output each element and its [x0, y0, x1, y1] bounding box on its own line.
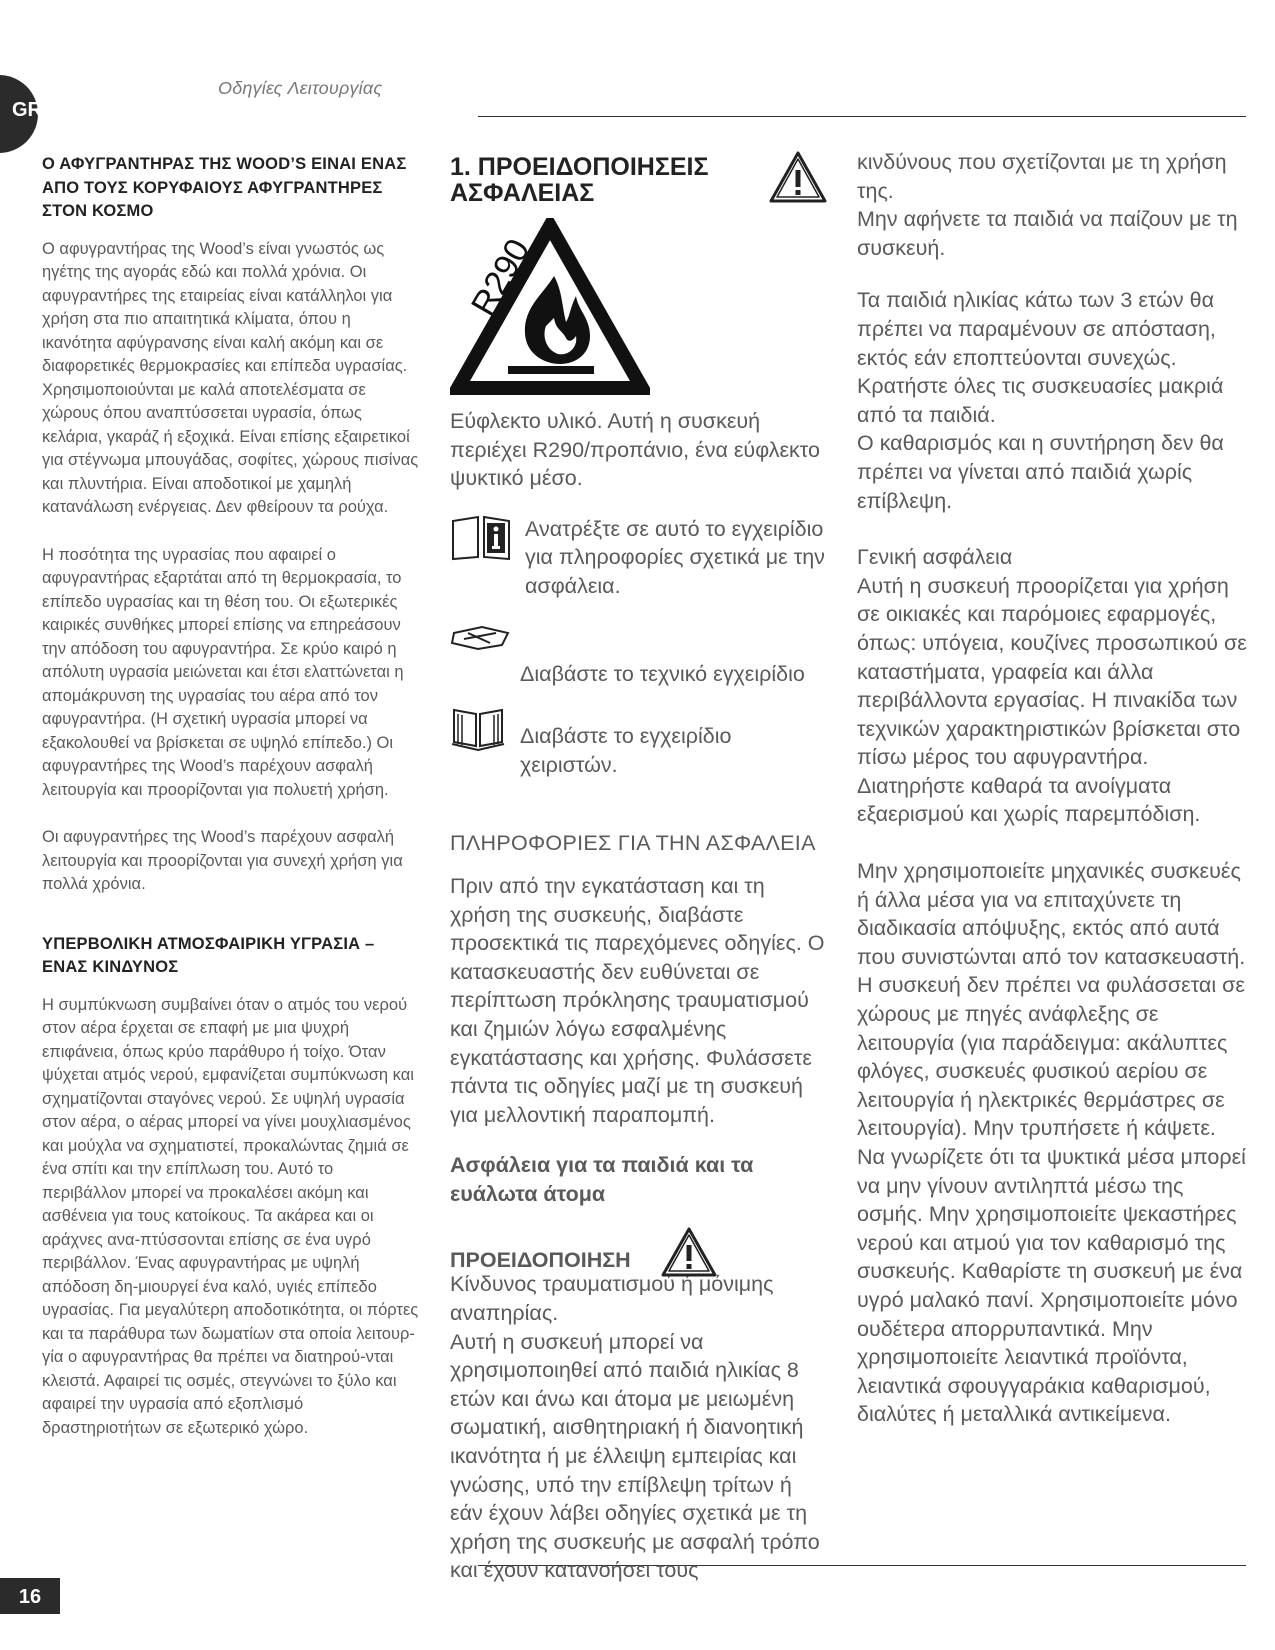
r290-label: R290 — [464, 232, 538, 322]
icon3-text: Διαβάστε το εγχειρίδιο χειριστών. — [520, 724, 732, 777]
col3-p1b: Μην αφήνετε τα παιδιά να παίζουν με τη συσκευή. — [857, 207, 1238, 260]
flammable-text: Εύφλεκτο υλικό. Αυτή η συσκευή περιέχει R290/προπάνιο, ένα εύφλεκτο ψυκτικό μέσο. — [450, 409, 820, 491]
col3-p4c: Να γνωρίζετε ότι τα ψυκτικά μέσα μπορεί να μην γίνουν αντιληπτά μέσω της οσμής. Μην χρησιμοποιείτε ψεκαστήρες νερού και ατμού για τον καθαρισμό της συσκευής. Καθαρίστε τη συσκευή με ένα υγρό μαλακό πανί. Χρησιμοποιείτε μόνο ουδέτερα απορρυπαντικά. Μην χρησιμοποιείτε λειαντικά προϊόντα, λειαντικά σφουγγαράκια καθαρισμού, διαλύτες ή μεταλλικά αντικείμενα. — [857, 1145, 1246, 1427]
icon1-text: Ανατρέξτε σε αυτό το εγχειρίδιο για πληροφορίες σχετικά με την ασφάλεια. — [525, 516, 825, 598]
col1-paragraph-2: Η ποσότητα της υγρασίας που αφαιρεί ο αφυγραντήρας εξαρτάται από τη θερμοκρασία, το επίπεδο υγρασίας και τη θέση του. Οι εξωτερικές καιρικές συνθήκες μπορεί επίσης να επηρεάσουν την απόδοση του αφυγραντήρα. Σε κρύο καιρό η απόλυτη υγρασία μειώνεται και έτσι ελαττώνεται η απομάκρυνση της υγρασίας του αέρα από τον αφυγραντήρα. (Η σχετική υγρασία μπορεί να εξακολουθεί να βρίσκεται σε υψηλό επίπεδο.) Οι αφυγραντήρες της Wood’s παρέχουν ασφαλή λειτουργία και προορίζονται για πολυετή χρήση. — [42, 545, 404, 799]
col3-p3a: Αυτή η συσκευή προορίζεται για χρήση σε οικιακές και παρόμοιες εφαρμογές, όπως: υπόγεια, κουζίνες προσωπικού σε καταστήματα, γραφεία και άλλα περιβάλλοντα εργασίας. Η πινακίδα των τεχνικών χαρακτηριστικών βρίσκεται στο πίσω μέρος του αφυγραντήρα. — [857, 573, 1247, 770]
col3-p4b: Η συσκευή δεν πρέπει να φυλάσσεται σε χώρους με πηγές ανάφλεξης σε λειτουργία (για παράδειγμα: ακάλυπτες φλόγες, συσκευές φυσικού αερίου σε λειτουργία ή ηλεκτρικές θερμάστρες σε λειτουργία). Μην τρυπήσετε ή κάψετε. — [857, 973, 1245, 1141]
section-title-line-1: 1. ΠΡΟΕΙΔΟΠΟΙΗΣΕΙΣ — [450, 153, 709, 181]
safety-info-heading: ΠΛΗΡΟΦΟΡΙΕΣ ΓΙΑ ΤΗΝ ΑΣΦΑΛΕΙΑ — [450, 831, 816, 856]
header-title: Οδηγίες Λειτουργίας — [218, 78, 383, 98]
warning-heading: ΠΡΟΕΙΔΟΠΟΙΗΣΗ — [450, 1248, 631, 1273]
col3-p1a: κινδύνους που σχετίζονται με τη χρήση της. — [857, 150, 1227, 203]
flammable-r290-icon — [450, 218, 650, 396]
warning-text: Αυτή η συσκευή μπορεί να χρησιμοποιηθεί από παιδιά ηλικίας 8 ετών και άνω και άτομα με μειωμένη σωματική, αισθητηριακή ή διανοητική ικανότητα ή με έλλειψη εμπειρίας και γνώσης, υπό την επίβλεψη τρίτων ή εάν έχουν λάβει οδηγίες σχετικά με τη χρήση της συσκευής με ασφαλή τρόπο και έχουν κατανοήσει τους — [450, 1329, 820, 1583]
col1-paragraph-1: Ο αφυγραντήρας της Wood’s είναι γνωστός ως ηγέτης της αγοράς εδώ και πολλά χρόνια. Οι αφυγραντήρες της εταιρείας είναι κατάλληλοι για χρήση στα πιο απαιτητικά κλίματα, όπου η ικανότητα αφύγρανσης είναι καλή ακόμη και σε διαφορετικές θερμοκρασίες και επίπεδα υγρασίας. Χρησιμοποιούνται με καλά αποτελέσματα σε χώρους όπου αναπτύσσεται υγρασία, όπως κελάρια, γκαράζ ή εξοχικά. Είναι επίσης εξαιρετικοί για στέγνωμα μπουγάδας, σοφίτες, χώρους πισίνας και πλυντήρια. Είναι αποδοτικοί με χαμηλή κατανάλωση ενέργειας. Δεν φθείρουν τα ρούχα. — [42, 239, 419, 516]
section-title-line-2: ΑΣΦΑΛΕΙΑΣ — [450, 179, 595, 207]
col1-paragraph-3: Οι αφυγραντήρες της Wood’s παρέχουν ασφαλή λειτουργία και προορίζονται για συνεχή χρήση για πολλά χρόνια. — [42, 828, 403, 893]
operator-manual-icon — [450, 706, 506, 754]
column-3 — [857, 148, 1247, 1429]
col3-p3b: Διατηρήστε καθαρά τα ανοίγματα εξαερισμού και χωρίς παρεμπόδιση. — [857, 773, 1201, 827]
page-number: 16 — [0, 1578, 60, 1614]
language-tab-label: GR — [12, 99, 42, 121]
operator-manual-row — [450, 706, 830, 779]
book-info-icon — [450, 515, 512, 561]
safety-manual-row — [450, 515, 830, 601]
language-tab — [0, 75, 42, 153]
col3-p2b: Κρατήστε όλες τις συσκευασίες μακριά από τα παιδιά. — [857, 374, 1224, 427]
top-rule — [478, 116, 1246, 117]
general-safety-heading: Γενική ασφάλεια — [857, 545, 1013, 570]
warning-triangle-icon — [768, 150, 828, 204]
col1-heading-1: Ο ΑΦΥΓΡΑΝΤΗΡΑΣ ΤΗΣ WOOD’S ΕΙΝΑΙ ΕΝΑΣ ΑΠΟ ΤΟΥΣ ΚΟΡΥΦΑΙΟΥΣ ΑΦΥΓΡΑΝΤΗΡΕΣ ΣΤΟΝ ΚΟΣΜΟ — [42, 155, 407, 220]
column-2 — [450, 148, 830, 1585]
col3-p2c: Ο καθαρισμός και η συντήρηση δεν θα πρέπει να γίνεται από παιδιά χωρίς επίβλεψη. — [857, 431, 1224, 513]
column-1 — [42, 153, 422, 1440]
technical-manual-icon — [450, 623, 512, 653]
icon2-text: Διαβάστε το τεχνικό εγχειρίδιο — [520, 661, 805, 686]
col3-p4a: Μην χρησιμοποιείτε μηχανικές συσκευές ή άλλα μέσα για να επιταχύνετε τη διαδικασία απόψυξης, εκτός από αυτά που συνιστώνται από τον κατασκευαστή. — [857, 859, 1246, 969]
warning-line: Κίνδυνος τραυματισμού ή μόνιμης αναπηρίας. — [450, 1272, 774, 1326]
col1-heading-2: ΥΠΕΡΒΟΛΙΚΗ ΑΤΜΟΣΦΑΙΡΙΚΗ ΥΓΡΑΣΙΑ – ΕΝΑΣ ΚΙΝΔΥΝΟΣ — [42, 934, 375, 976]
col3-p2a: Τα παιδιά ηλικίας κάτω των 3 ετών θα πρέπει να παραμένουν σε απόσταση, εκτός εάν εποπτεύονται συνεχώς. — [857, 288, 1216, 370]
technical-manual-row — [450, 623, 830, 689]
warning-triangle-small-icon — [660, 1226, 718, 1278]
children-safety-heading: Ασφάλεια για τα παιδιά και τα ευάλωτα άτομα — [450, 1153, 754, 1206]
safety-info-text: Πριν από την εγκατάσταση και τη χρήση της συσκευής, διαβάστε προσεκτικά τις παρεχόμενες οδηγίες. Ο κατασκευαστής δεν ευθύνεται σε περίπτωση πρόκλησης τραυματισμού και ζημιών λόγω εσφαλμένης εγκατάστασης και χρήσης. Φυλάσσετε πάντα τις οδηγίες μαζί με τη συσκευή για μελλοντική παραπομπή. — [450, 873, 825, 1127]
col1-paragraph-4: Η συμπύκνωση συμβαίνει όταν ο ατμός του νερού στον αέρα έρχεται σε επαφή με μια ψυχρή επιφάνεια, όπως κρύο παράθυρο ή τοίχο. Όταν ψύχεται ατμός νερού, εμφανίζεται συμπύκνωση και σχηματίζονται σταγόνες νερού. Σε υψηλή υγρασία στον αέρα, ο αέρας μπορεί να γίνει μουχλιασμένος και μούχλα να σχηματιστεί, προκαλώντας ζημιά σε ένα σπίτι και την επίπλωση του. Αυτό το περιβάλλον μπορεί να προκαλέσει ακόμη και ασθένεια για τους κατοίκους. Τα ακάρεα και οι αράχνες ανα-πτύσσονται επίσης σε ένα υγρό περιβάλλον. Ένας αφυγραντήρας με υψηλή απόδοση δη-μιουργεί ένα καλό, υγιές επίπεδο υγρασίας. Για μεγαλύτερη αποδοτικότητα, οι πόρτες και τα παράθυρα των δωματίων στα οποία λειτουρ-γία ο αφυγραντήρας θα πρέπει να διατηρού-νται κλειστά. Αφαιρεί τις οσμές, στεγνώνει το ξύλο και αφαιρεί την υγρασία από εξοπλισμό δραστηριοτήτων σε εξωτερικό χώρο. — [42, 995, 419, 1437]
